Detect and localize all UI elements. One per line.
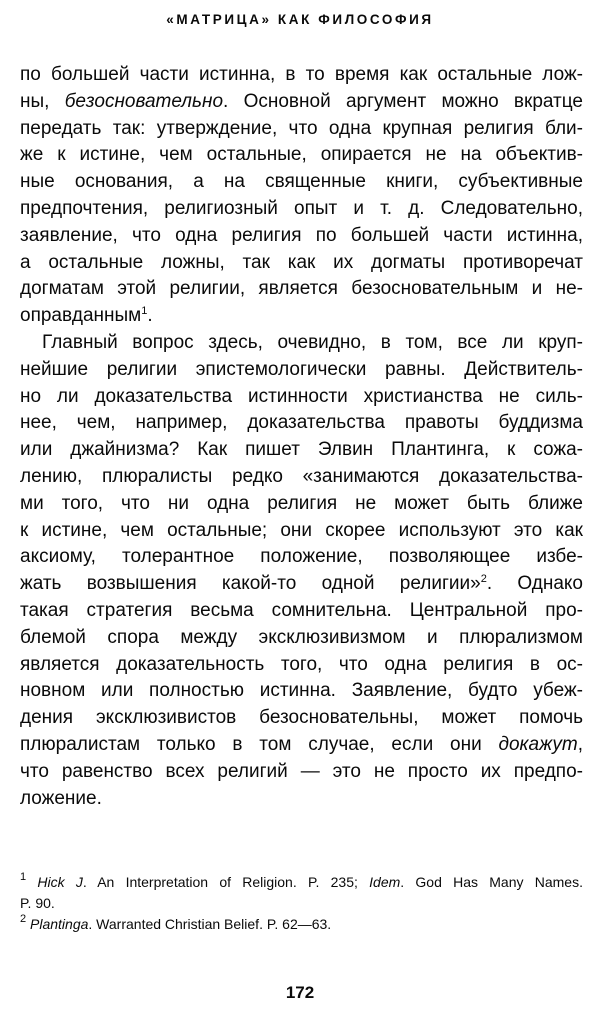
text-line: или джайнизма? Как пишет Элвин Плантинга, к сожа-: [20, 439, 583, 461]
footnote-mark: 2: [20, 913, 27, 925]
text-line: [20, 303, 583, 330]
text-span: плюралистам только в том случае, если они: [20, 733, 499, 755]
text-line: по большей части истинна, в то время как остальные лож-: [20, 64, 583, 85]
footnote-text: . God Has Many Names.: [400, 874, 583, 890]
text-span: . Однако: [486, 573, 583, 595]
footnote-2: [20, 914, 583, 935]
text-line: [20, 732, 583, 759]
footnote-mark: 1: [20, 871, 27, 883]
text-span: ны,: [20, 90, 65, 112]
text-line: блемой спора между эксклюзивизмом и плюрализмом: [20, 626, 583, 648]
text-line: предпочтения, религиозный опыт и т. д. Следовательно,: [20, 197, 583, 219]
text-line: ложение.: [20, 787, 102, 809]
text-line: а остальные ложны, так как их догматы противоречат: [20, 251, 583, 273]
text-span: ,: [577, 733, 583, 755]
text-line: заявление, что одна религия по большей части истинна,: [20, 224, 583, 246]
text-line: такая стратегия весьма сомнительна. Центральной про-: [20, 599, 583, 621]
text-line: [20, 571, 583, 598]
text-line: лению, плюралисты редко «занимаются доказательства-: [20, 465, 583, 487]
text-line: передать так: утверждение, что одна крупная религия бли-: [20, 117, 583, 139]
text-line: нее, чем, например, доказательства правоты буддизма: [20, 412, 583, 434]
footnote-author: Plantinga: [30, 916, 89, 932]
footnotes: [20, 872, 583, 935]
italic-emphasis: докажут: [498, 733, 578, 755]
footnote-idem: Idem: [369, 874, 401, 890]
italic-emphasis: безосновательно: [64, 90, 224, 112]
footnote-author: Hick J: [37, 874, 83, 890]
text-line: дения эксклюзивистов безосновательны, может помочь: [20, 707, 583, 729]
body-text: [20, 62, 583, 812]
text-span: жать возвышения какой-то одной религии»: [20, 573, 481, 595]
text-span: оправданным: [20, 305, 142, 327]
footnote-text: . Warranted Christian Belief. P. 62—63.: [88, 916, 332, 932]
text-line: к истине, чем остальные; они скорее используют это как: [20, 519, 583, 541]
text-span: . Основной аргумент можно вкратце: [223, 90, 583, 112]
text-line: что равенство всех религий — это не просто их предпо-: [20, 760, 583, 782]
text-line: [20, 89, 583, 116]
text-line: же к истине, чем остальные, опирается не на объектив-: [20, 144, 583, 166]
text-line: аксиому, толерантное положение, позволяющее избе-: [20, 546, 583, 568]
page-number: 172: [285, 983, 315, 1002]
text-line: Главный вопрос здесь, очевидно, в том, все ли круп-: [42, 331, 583, 353]
footnote-ref-2: 2: [480, 573, 487, 586]
text-line: является доказательность того, что одна религия в ос-: [20, 653, 583, 675]
footnote-1-continuation: P. 90.: [20, 895, 55, 911]
text-line: но ли доказательства истинности христианства не силь-: [20, 385, 583, 407]
running-head: «МАТРИЦА» КАК ФИЛОСОФИЯ: [166, 12, 434, 27]
text-span: .: [147, 305, 153, 327]
footnote-text: . An Interpretation of Religion. P. 235;: [82, 874, 370, 890]
footnote-ref-1: 1: [141, 305, 148, 318]
footnote-1: [20, 872, 583, 893]
text-line: нейшие религии эпистемологически равны. Действитель-: [20, 358, 583, 380]
text-line: догматам этой религии, является безосновательным и не-: [20, 278, 583, 300]
text-line: новном или полностью истинна. Заявление, будто убеж-: [20, 680, 583, 702]
text-line: ные основания, а на священные книги, субъективные: [20, 171, 583, 193]
text-line: ми того, что ни одна религия не может быть ближе: [20, 492, 583, 514]
